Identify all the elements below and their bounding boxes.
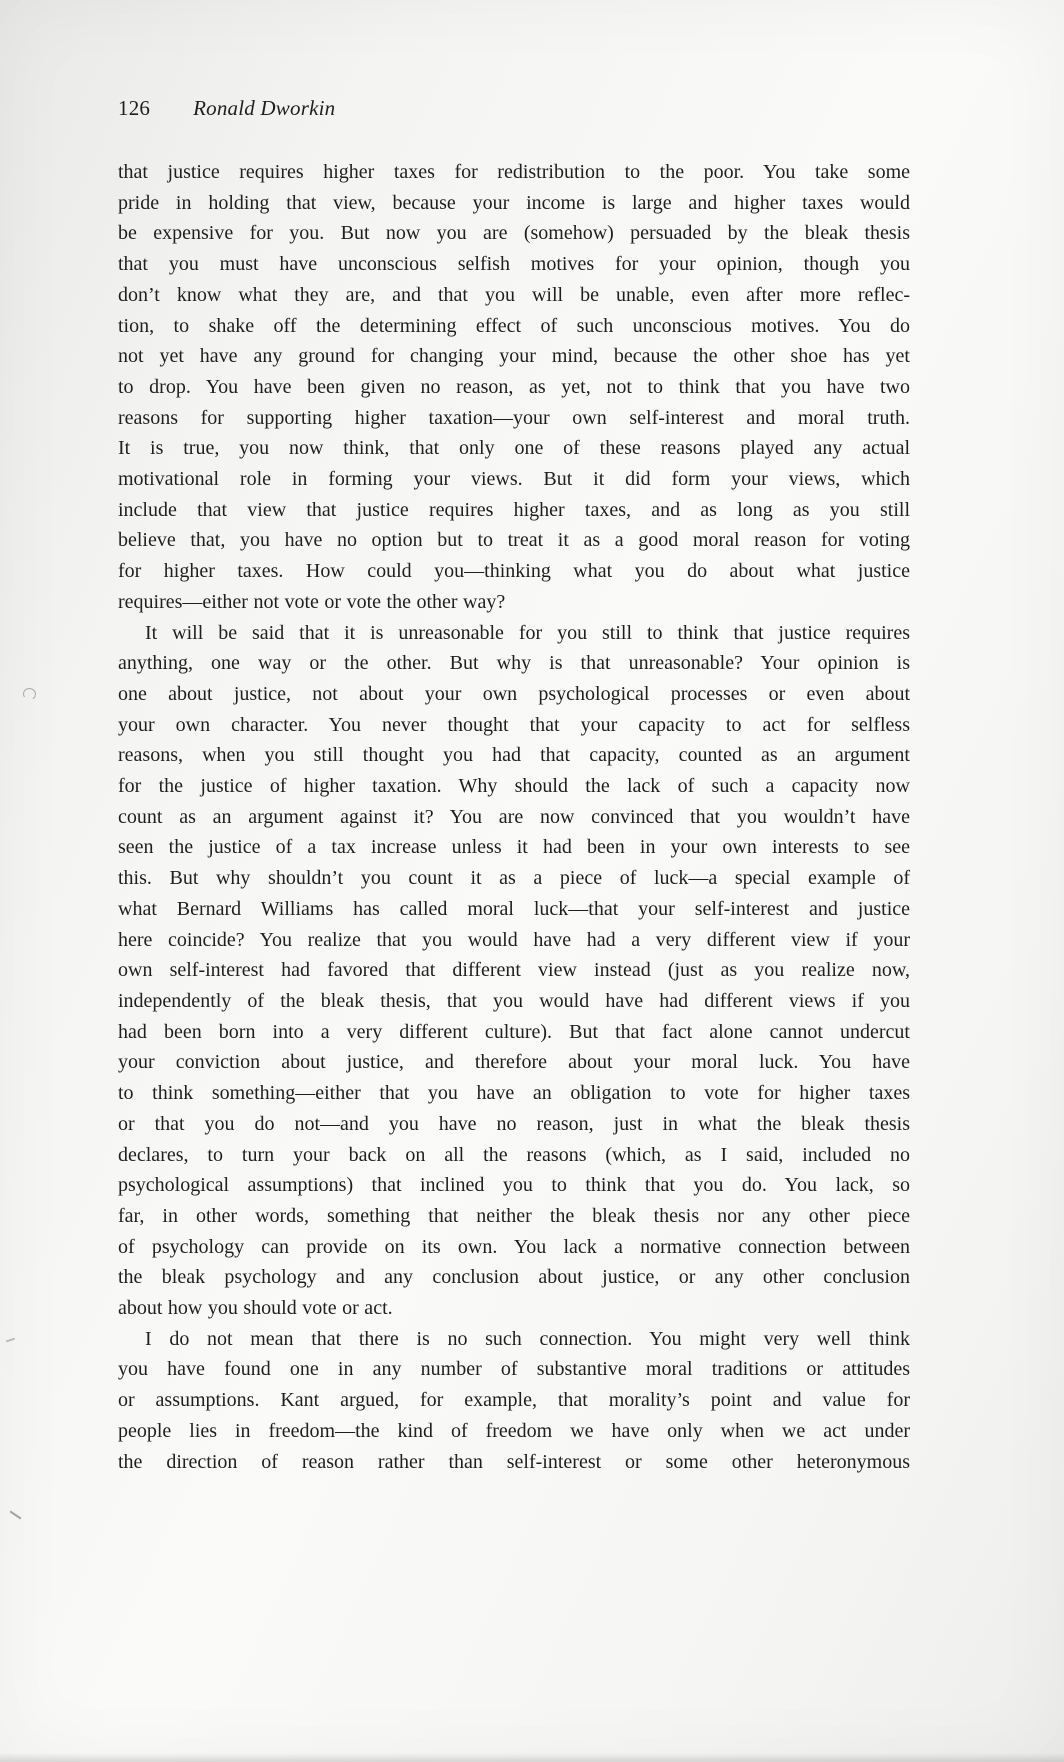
pen-circle-mark: [22, 687, 37, 701]
text-line: for the justice of higher taxation. Why should the lack of such a capacity now: [118, 775, 910, 798]
text-line: one about justice, not about your own psychological processes or even about: [118, 682, 910, 705]
text-line: pride in holding that view, because your income is large and higher taxes would: [118, 191, 910, 214]
text-line: for higher taxes. How could you—thinking what you do about what justice: [118, 560, 910, 583]
text-line: your own character. You never thought that your capacity to act for selfless: [118, 713, 910, 736]
text-line: or assumptions. Kant argued, for example, that morality’s point and value for: [118, 1389, 910, 1412]
text-line: far, in other words, something that neither the bleak thesis nor any other piece: [118, 1204, 910, 1227]
text-line: anything, one way or the other. But why is that unreasonable? Your opinion is: [118, 652, 910, 675]
text-line: count as an argument against it? You are now convinced that you wouldn’t have: [118, 805, 910, 828]
text-line: psychological assumptions) that inclined you to think that you do. You lack, so: [118, 1174, 910, 1197]
text-line: requires—either not vote or vote the other way?: [118, 590, 506, 613]
text-line: this. But why shouldn’t you count it as a piece of luck—a special example of: [118, 867, 910, 890]
text-line: It will be said that it is unreasonable for you still to think that justice requires: [145, 621, 910, 644]
pen-slash-mark: [10, 1511, 22, 1520]
text-line: believe that, you have no option but to treat it as a good moral reason for voting: [118, 529, 910, 552]
text-line: tion, to shake off the determining effect of such unconscious motives. You do: [118, 314, 910, 337]
text-line: independently of the bleak thesis, that you would have had different views if you: [118, 989, 910, 1012]
text-line: don’t know what they are, and that you will be unable, even after more reflec-: [118, 283, 910, 306]
text-line: that justice requires higher taxes for redistribution to the poor. You take some: [118, 161, 910, 183]
paragraph: [118, 157, 910, 618]
text-line: here coincide? You realize that you would have had a very different view if your: [118, 928, 910, 951]
text-line: people lies in freedom—the kind of freedom we have only when we act under: [118, 1419, 910, 1442]
text-line: own self-interest had favored that different view instead (just as you realize now,: [118, 959, 910, 982]
text-line: reasons for supporting higher taxation—your own self-interest and moral truth.: [118, 406, 910, 429]
text-line: include that view that justice requires higher taxes, and as long as you still: [118, 498, 910, 521]
pen-dash-mark: [6, 1338, 15, 1343]
text-line: It is true, you now think, that only one of these reasons played any actual: [118, 437, 910, 460]
running-header: [118, 95, 910, 121]
text-line: about how you should vote or act.: [118, 1297, 393, 1320]
text-line: or that you do not—and you have no reason, just in what the bleak thesis: [118, 1112, 910, 1135]
running-title: Ronald Dworkin: [193, 96, 336, 120]
text-line: to think something—either that you have an obligation to vote for higher taxes: [118, 1082, 910, 1105]
text-line: not yet have any ground for changing your mind, because the other shoe has yet: [118, 345, 910, 368]
text-line: reasons, when you still thought you had that capacity, counted as an argument: [118, 744, 910, 767]
text-line: that you must have unconscious selfish motives for your opinion, though you: [118, 253, 910, 276]
page-content: [118, 95, 910, 1477]
text-line: of psychology can provide on its own. You lack a normative connection between: [118, 1235, 910, 1258]
text-line: I do not mean that there is no such connection. You might very well think: [145, 1327, 910, 1350]
text-line: declares, to turn your back on all the reasons (which, as I said, included no: [118, 1143, 910, 1166]
paragraph: [118, 1324, 910, 1478]
text-line: seen the justice of a tax increase unless it had been in your own interests to see: [118, 836, 910, 859]
text-line: be expensive for you. But now you are (somehow) persuaded by the bleak thesis: [118, 222, 910, 245]
text-line: your conviction about justice, and therefore about your moral luck. You have: [118, 1051, 910, 1074]
text-line: the bleak psychology and any conclusion about justice, or any other conclusion: [118, 1266, 910, 1289]
text-line: motivational role in forming your views. But it did form your views, which: [118, 468, 910, 491]
text-line: the direction of reason rather than self-interest or some other heteronymous: [118, 1450, 910, 1473]
paragraph: [118, 618, 910, 1324]
text-line: had been born into a very different culture). But that fact alone cannot undercut: [118, 1020, 910, 1043]
text-line: to drop. You have been given no reason, as yet, not to think that you have two: [118, 375, 910, 398]
text-line: what Bernard Williams has called moral luck—that your self-interest and justice: [118, 897, 910, 920]
body-text: [118, 157, 910, 1477]
page-number: 126: [118, 96, 151, 120]
text-line: you have found one in any number of substantive moral traditions or attitudes: [118, 1358, 910, 1381]
